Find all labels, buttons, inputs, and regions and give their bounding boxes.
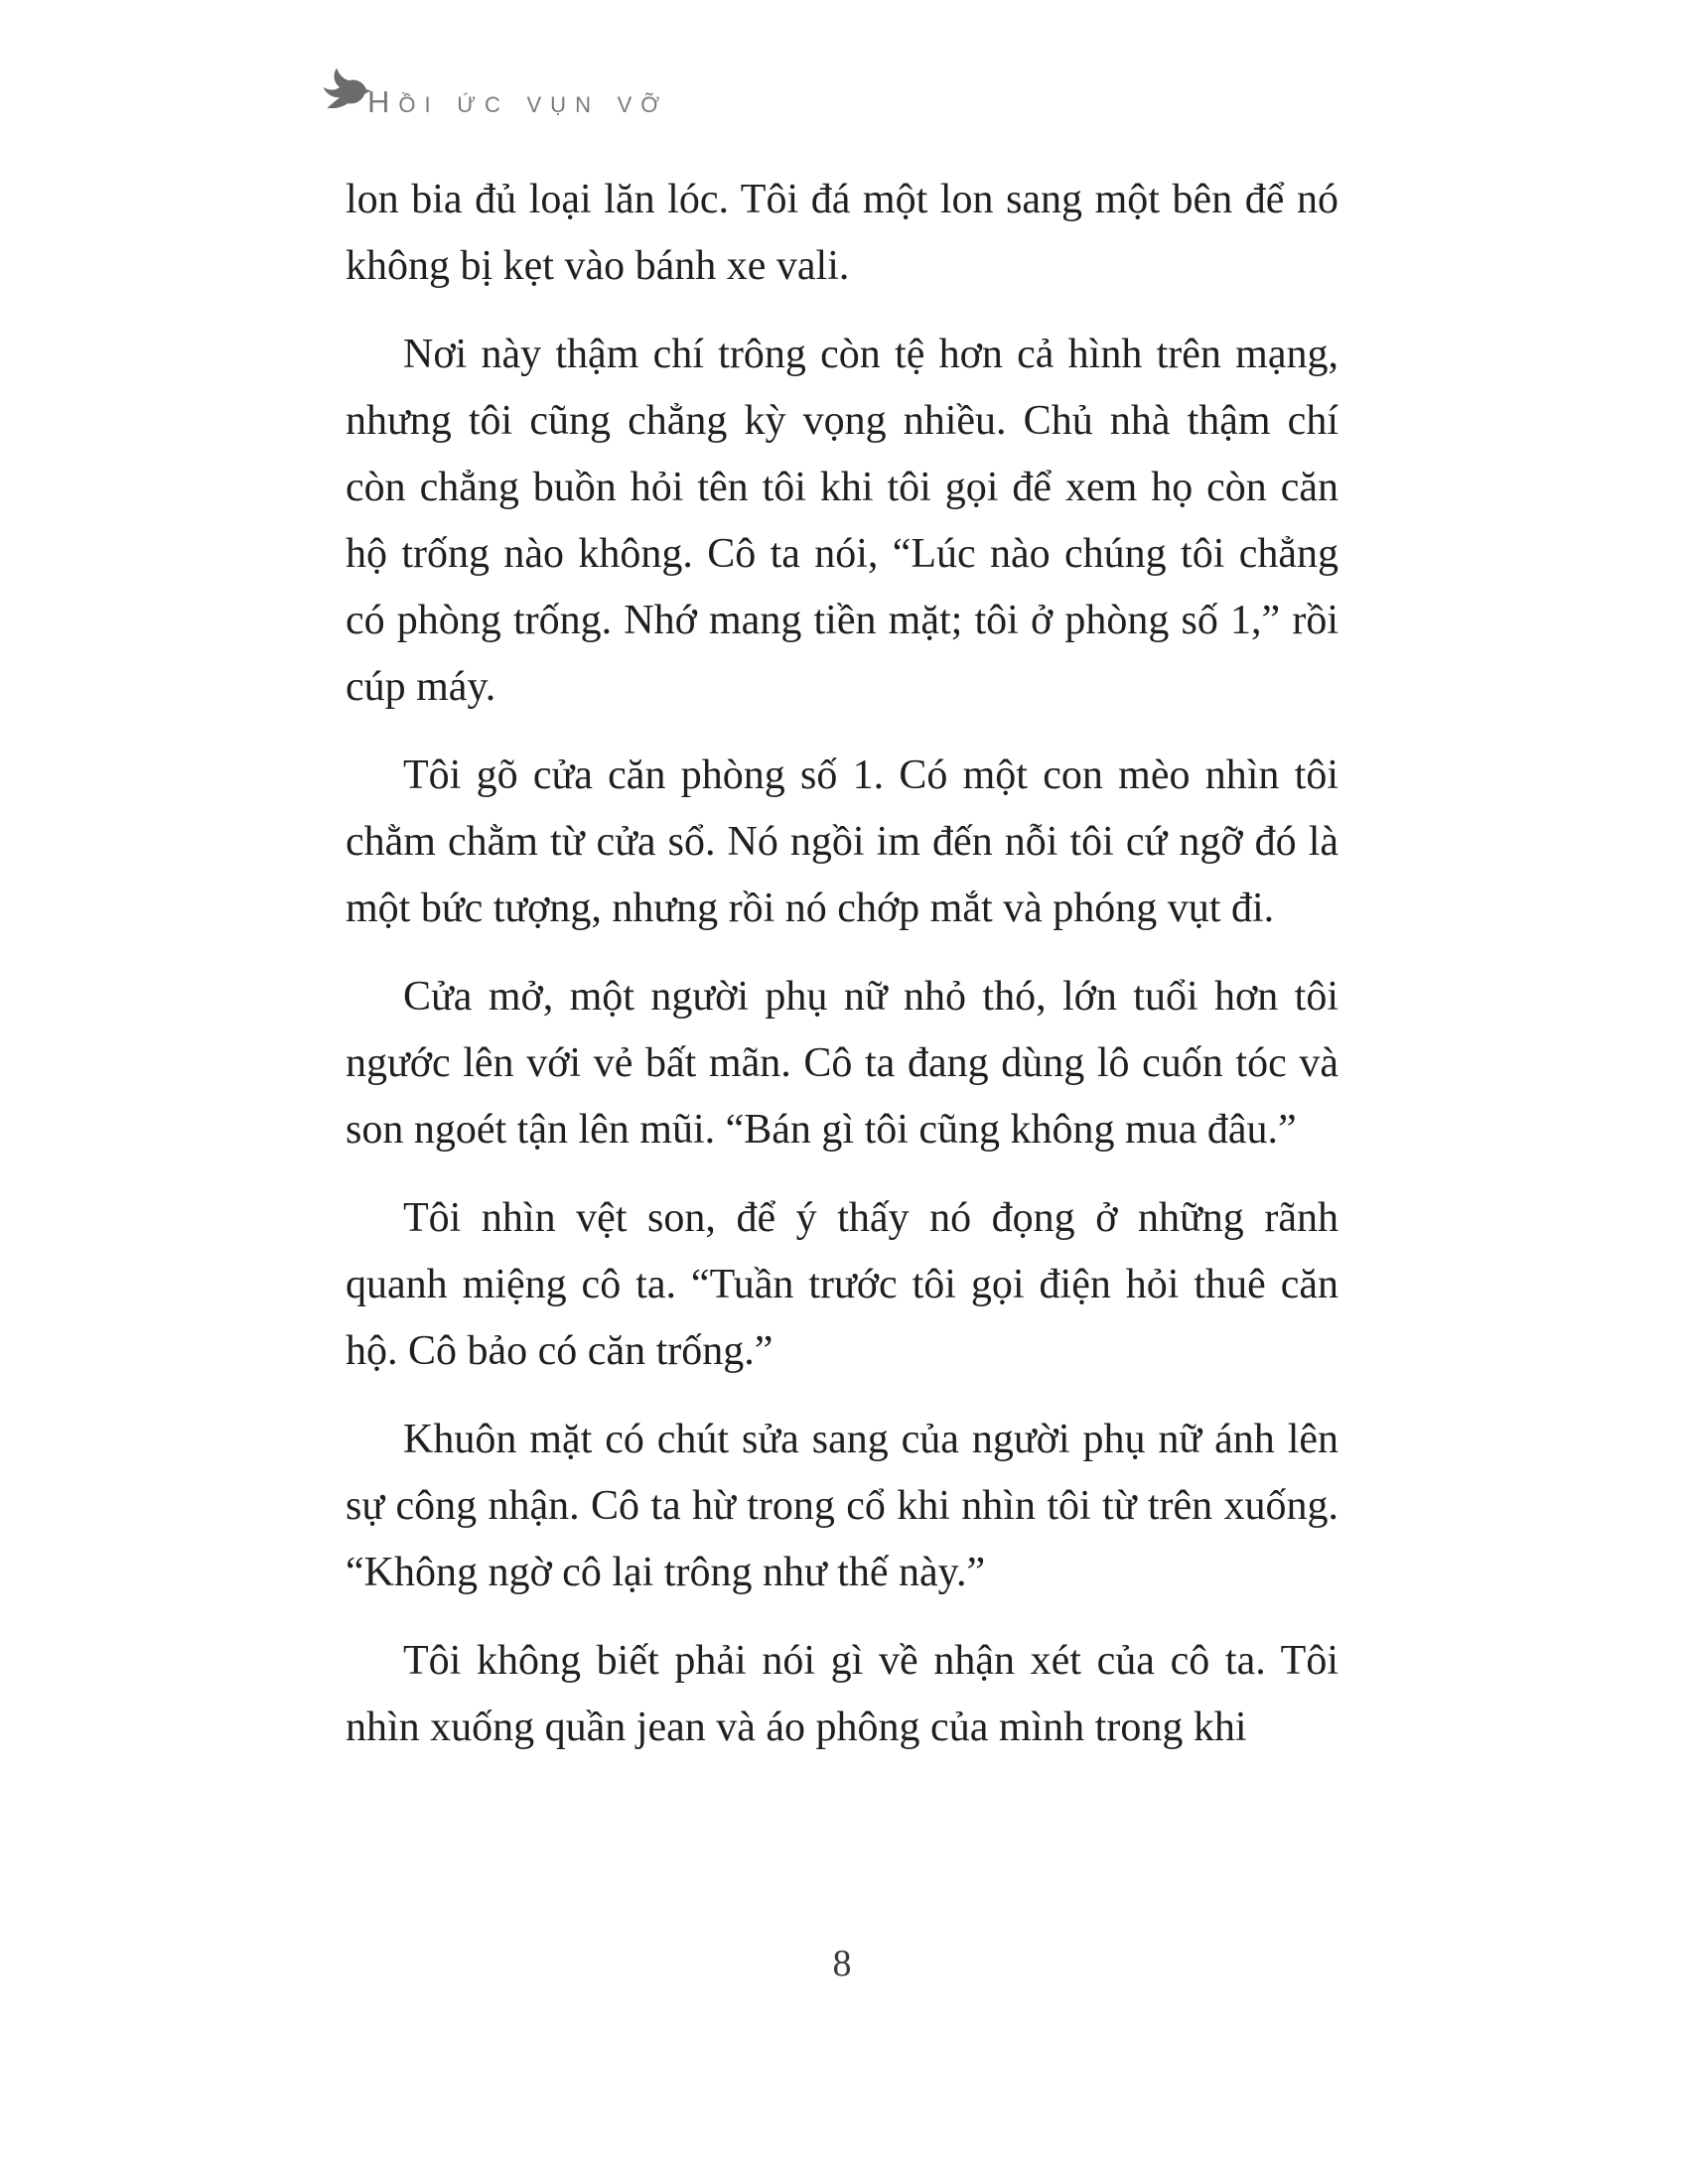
bird-icon — [320, 62, 371, 117]
page-body-text — [346, 167, 1338, 1783]
paragraph: Tôi không biết phải nói gì về nhận xét của cô ta. Tôi nhìn xuống quần jean và áo phông của mình trong khi — [346, 1638, 1338, 1750]
paragraph: Nơi này thậm chí trông còn tệ hơn cả hình trên mạng, nhưng tôi cũng chẳng kỳ vọng nhiều. Chủ nhà thậm chí còn chẳng buồn hỏi tên tôi khi tôi gọi để xem họ còn căn hộ trống nào không. Cô ta nói, “Lúc nào chúng tôi chẳng có phòng trống. Nhớ mang tiền mặt; tôi ở phòng số 1,” rồi cúp máy. — [346, 332, 1338, 710]
paragraph: Tôi gõ cửa căn phòng số 1. Có một con mèo nhìn tôi chằm chằm từ cửa sổ. Nó ngồi im đến nỗi tôi cứ ngỡ đó là một bức tượng, nhưng rồi nó chớp mắt và phóng vụt đi. — [346, 752, 1338, 931]
page-number: 8 — [832, 1943, 852, 1984]
paragraph: Khuôn mặt có chút sửa sang của người phụ nữ ánh lên sự công nhận. Cô ta hừ trong cổ khi nhìn tôi từ trên xuống. “Không ngờ cô lại trông như thế này.” — [346, 1417, 1338, 1595]
paragraph: lon bia đủ loại lăn lóc. Tôi đá một lon sang một bên để nó không bị kẹt vào bánh xe vali. — [346, 177, 1338, 289]
paragraph: Cửa mở, một người phụ nữ nhỏ thó, lớn tuổi hơn tôi ngước lên với vẻ bất mãn. Cô ta đang dùng lô cuốn tóc và son ngoét tận lên mũi. “Bán gì tôi cũng không mua đâu.” — [346, 974, 1338, 1153]
paragraph: Tôi nhìn vệt son, để ý thấy nó đọng ở những rãnh quanh miệng cô ta. “Tuần trước tôi gọi điện hỏi thuê căn hộ. Cô bảo có căn trống.” — [346, 1195, 1338, 1374]
running-head-title: Hồi ức vụn vỡ — [367, 84, 669, 119]
running-head — [320, 62, 668, 123]
